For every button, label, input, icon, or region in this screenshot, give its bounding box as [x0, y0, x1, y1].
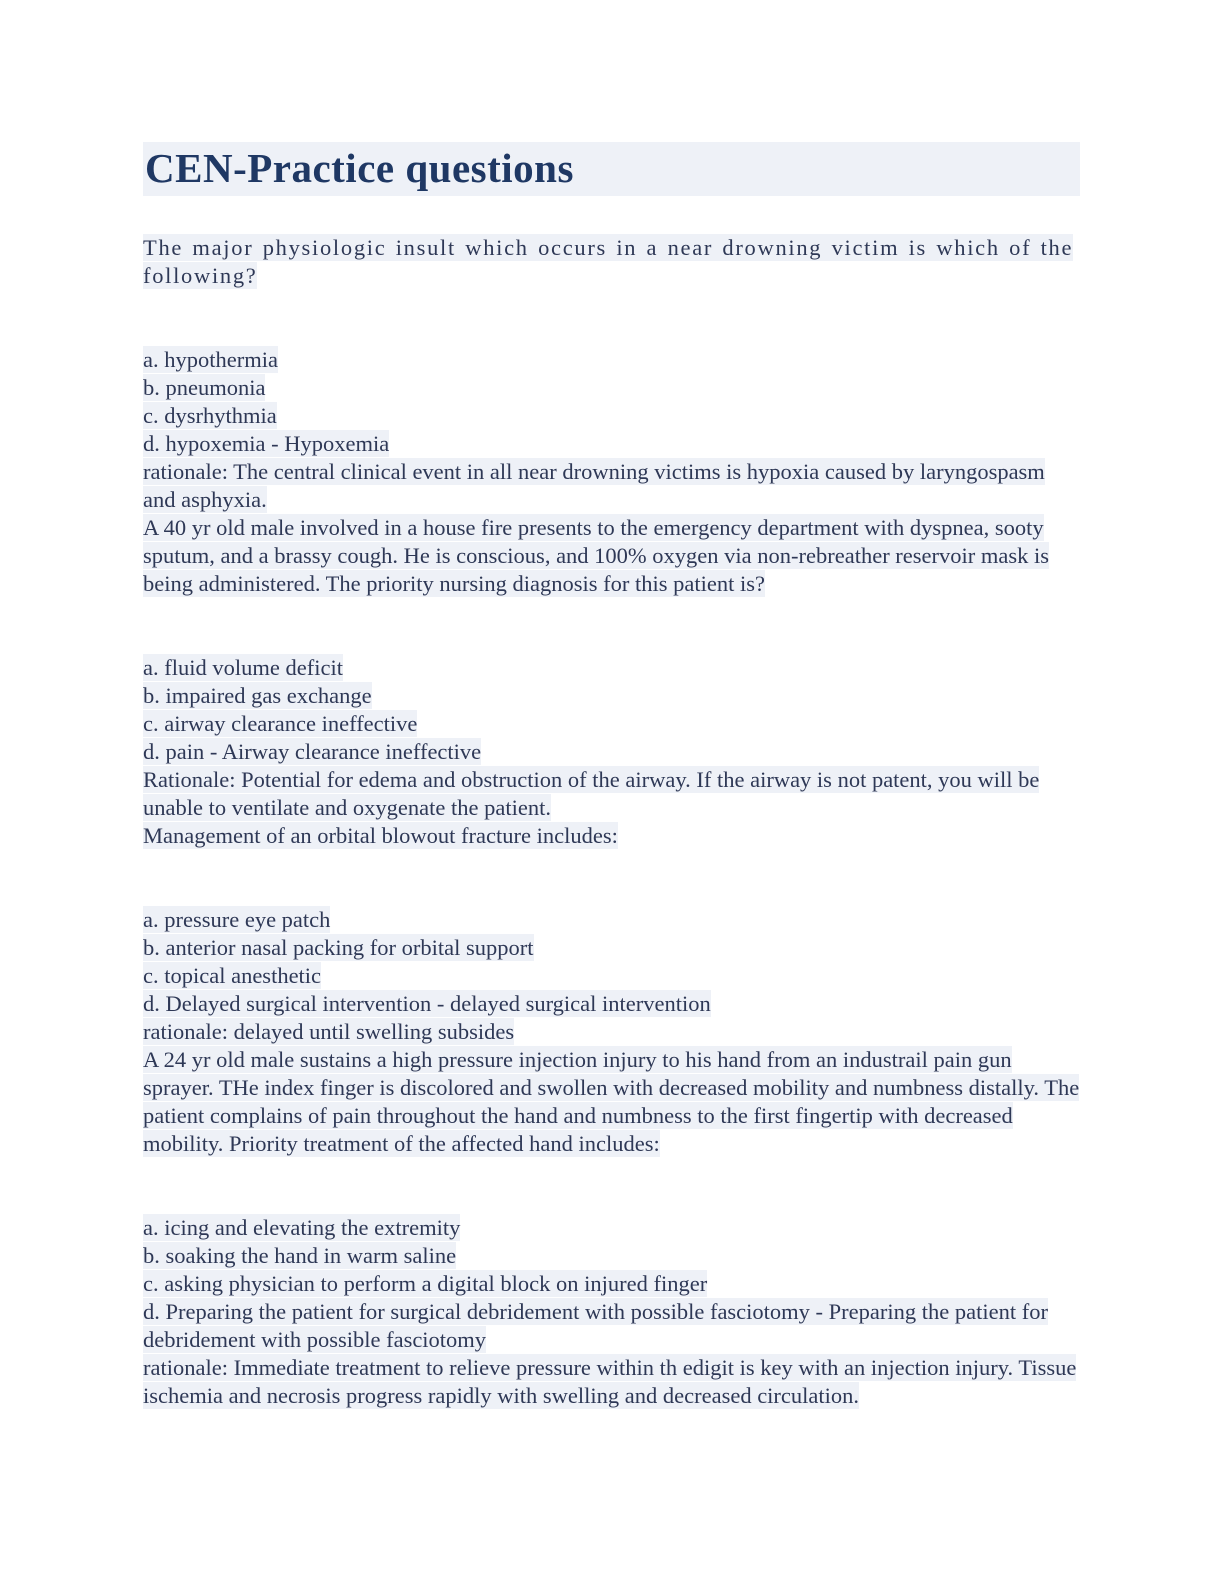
option-text: a. hypothermia [143, 347, 278, 372]
rationale-text [143, 458, 1080, 514]
rationale-text-highlight: Rationale: Potential for edema and obstruction of the airway. If the airway is not patent, you will be unable to ventilate and oxygenate the patient. [143, 767, 1040, 820]
option-text: a. icing and elevating the extremity [143, 1215, 461, 1240]
rationale-text [143, 1354, 1080, 1410]
answer-option-b [143, 1242, 1080, 1270]
question-text-highlight: Management of an orbital blowout fracture includes: [143, 823, 618, 848]
option-text: b. pneumonia [143, 375, 266, 400]
question-block [143, 514, 1080, 822]
answer-option-c [143, 1270, 1080, 1298]
option-text: d. Delayed surgical intervention - delayed surgical intervention [143, 991, 711, 1016]
answer-option-c [143, 962, 1080, 990]
answer-option-a [143, 1214, 1080, 1242]
option-text: d. pain - Airway clearance ineffective [143, 739, 482, 764]
answer-options [143, 654, 1080, 822]
answer-options [143, 906, 1080, 1046]
question-text [143, 514, 1080, 598]
page-title: CEN-Practice questions [143, 142, 1080, 196]
option-text: b. soaking the hand in warm saline [143, 1243, 457, 1268]
answer-option-b [143, 934, 1080, 962]
option-text: b. anterior nasal packing for orbital support [143, 935, 534, 960]
question-block [143, 234, 1080, 514]
question-text [143, 234, 1080, 290]
option-text: c. topical anesthetic [143, 963, 322, 988]
option-text: b. impaired gas exchange [143, 683, 372, 708]
option-text: d. Preparing the patient for surgical debridement with possible fasciotomy - Preparing the patient for debridement with possible fasciotomy [143, 1299, 1048, 1352]
option-text: a. fluid volume deficit [143, 655, 343, 680]
question-text [143, 1046, 1080, 1158]
answer-option-a [143, 654, 1080, 682]
answer-option-d [143, 1298, 1080, 1354]
option-text: a. pressure eye patch [143, 907, 331, 932]
question-text-highlight: A 40 yr old male involved in a house fire presents to the emergency department with dyspnea, sooty sputum, and a brassy cough. He is conscious, and 100% oxygen via non-rebreather reservoir mask is being administered. The priority nursing diagnosis for this patient is? [143, 515, 1050, 596]
answer-option-c [143, 402, 1080, 430]
option-text: c. asking physician to perform a digital block on injured finger [143, 1271, 708, 1296]
question-text-highlight: A 24 yr old male sustains a high pressure injection injury to his hand from an industrail pain gun sprayer. THe index finger is discolored and swollen with decreased mobility and numbness distally. The patient complains of pain throughout the hand and numbness to the first fingertip with decreased mobility. Priority treatment of the affected hand includes: [143, 1047, 1080, 1156]
rationale-text-highlight: rationale: delayed until swelling subsides [143, 1019, 515, 1044]
question-text-highlight: The major physiologic insult which occurs in a near drowning victim is which of the following? [143, 235, 1074, 288]
question-block [143, 822, 1080, 1046]
answer-option-d [143, 430, 1080, 458]
answer-option-b [143, 374, 1080, 402]
answer-options [143, 346, 1080, 514]
question-block [143, 1046, 1080, 1410]
option-text: d. hypoxemia - Hypoxemia [143, 431, 390, 456]
answer-options [143, 1214, 1080, 1410]
answer-option-a [143, 346, 1080, 374]
answer-option-d [143, 990, 1080, 1018]
answer-option-a [143, 906, 1080, 934]
question-text [143, 822, 1080, 850]
rationale-text [143, 766, 1080, 822]
rationale-text-highlight: rationale: The central clinical event in all near drowning victims is hypoxia caused by laryngospasm and asphyxia. [143, 459, 1045, 512]
answer-option-c [143, 710, 1080, 738]
rationale-text-highlight: rationale: Immediate treatment to relieve pressure within th edigit is key with an injection injury. Tissue ischemia and necrosis progress rapidly with swelling and decreased circulation. [143, 1355, 1077, 1408]
rationale-text [143, 1018, 1080, 1046]
option-text: c. airway clearance ineffective [143, 711, 418, 736]
answer-option-d [143, 738, 1080, 766]
answer-option-b [143, 682, 1080, 710]
option-text: c. dysrhythmia [143, 403, 277, 428]
